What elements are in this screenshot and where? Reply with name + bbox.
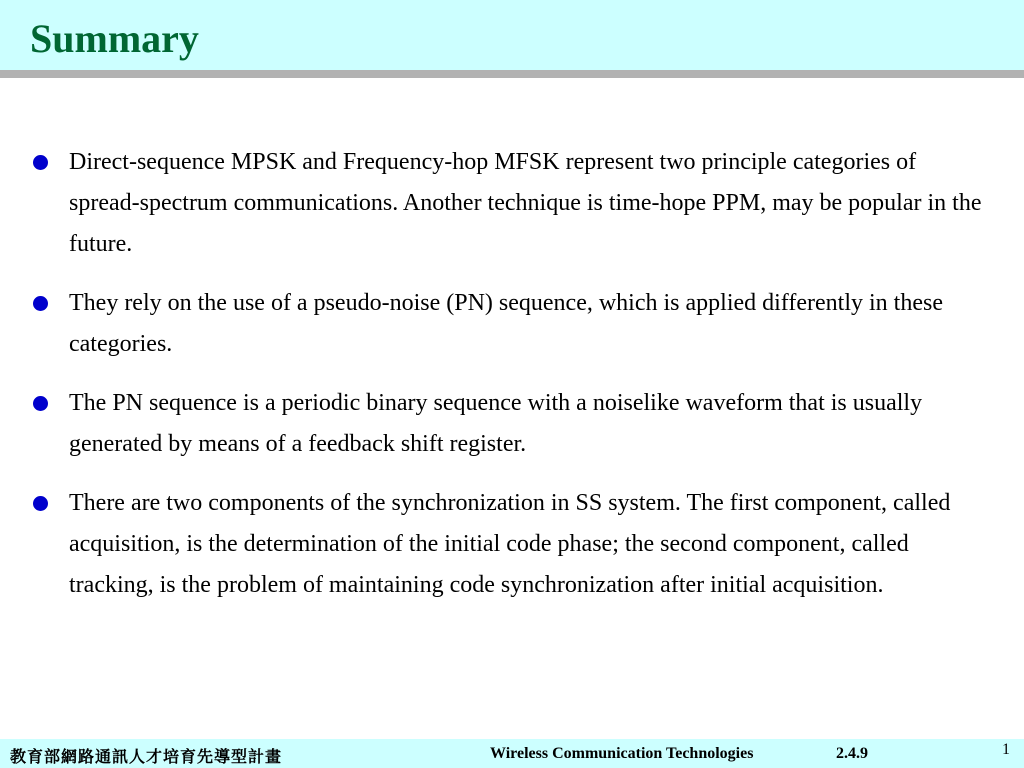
bullet-item xyxy=(0,283,1024,365)
slide-footer xyxy=(0,739,1024,768)
bullet-text: The PN sequence is a periodic binary sequence with a noiselike waveform that is usually generated by means of a feedback shift register. xyxy=(69,390,923,457)
bullet-text: There are two components of the synchronization in SS system. The first component, called acquisition, is the determination of the initial code phase; the second component, called tracking, is the problem of maintaining code synchronization after initial acquisition. xyxy=(69,490,951,598)
footer-program: 教育部網路通訊人才培育先導型計畫 xyxy=(10,747,283,766)
bullet-item xyxy=(0,483,1024,606)
page-number: 1 xyxy=(1002,741,1010,758)
bullet-list xyxy=(0,142,1024,624)
bullet-dot-icon xyxy=(33,396,48,411)
bullet-text: Direct-sequence MPSK and Frequency-hop MFSK represent two principle categories of spread-spectrum communications. Another technique is time-hope PPM, may be popular in the future. xyxy=(69,149,982,257)
bullet-text: They rely on the use of a pseudo-noise (PN) sequence, which is applied differently in these categories. xyxy=(69,290,943,357)
bullet-item xyxy=(0,383,1024,465)
footer-course-title: Wireless Communication Technologies xyxy=(490,745,754,762)
bullet-item xyxy=(0,142,1024,265)
header-divider xyxy=(0,70,1024,78)
bullet-dot-icon xyxy=(33,496,48,511)
footer-section-number: 2.4.9 xyxy=(836,745,868,762)
bullet-dot-icon xyxy=(33,296,48,311)
slide-title: Summary xyxy=(30,16,199,61)
slide-header xyxy=(0,0,1024,70)
bullet-dot-icon xyxy=(33,155,48,170)
